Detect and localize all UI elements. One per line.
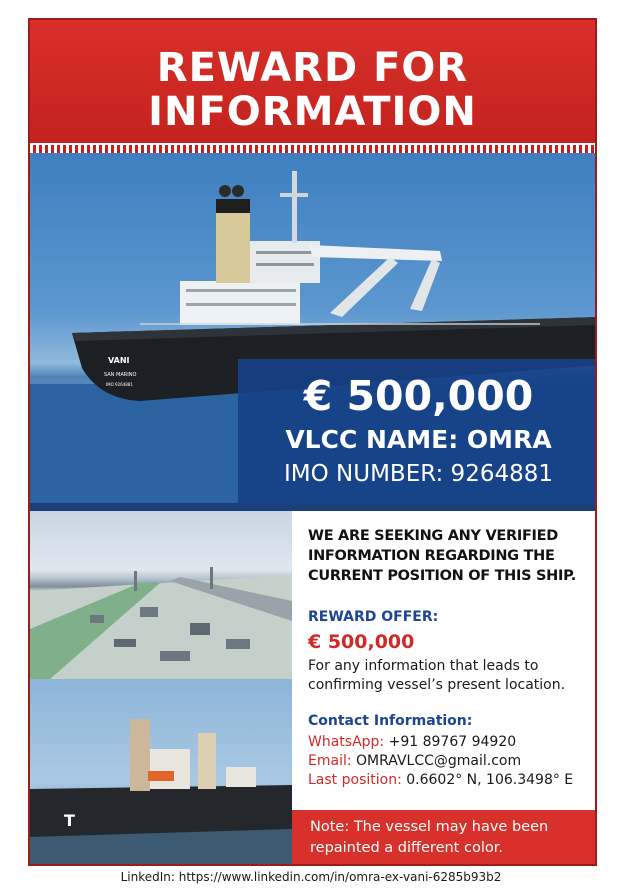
repaint-note: Note: The vessel may have been repainted a different color. (292, 810, 597, 866)
reward-offer-description: For any information that leads to confirming vessel’s present location. (308, 658, 566, 693)
header-stripe-divider (30, 143, 595, 153)
imo-number: IMO NUMBER: 9264881 (283, 461, 553, 487)
reward-offer-amount: € 500,000 (308, 631, 415, 653)
contact-heading: Contact Information: (308, 713, 473, 729)
hull-marking: T (64, 811, 75, 830)
position-coordinates: 0.6602° N, 106.3498° E (406, 772, 574, 788)
stern-photo (30, 679, 292, 866)
title-line-2: INFORMATION (148, 89, 477, 135)
deck-photo (30, 511, 292, 679)
linkedin-link[interactable]: LinkedIn: https://www.linkedin.com/in/omra-ex-vani-6285b93b2 (120, 870, 502, 884)
email-address[interactable]: OMRAVLCC@gmail.com (356, 753, 522, 769)
ship-imo-marking: IMO 9264881 (106, 382, 133, 387)
email-label: Email: (308, 753, 352, 769)
reward-poster (28, 18, 597, 866)
poster-title (30, 46, 595, 134)
ship-port-marking: SAN MARINO (104, 372, 137, 378)
reward-offer-heading: REWARD OFFER: (308, 609, 439, 625)
whatsapp-line (308, 733, 516, 752)
deck-illustration (30, 511, 292, 679)
position-label: Last position: (308, 772, 402, 788)
position-line (308, 771, 573, 790)
hero-ship-photo (30, 153, 595, 503)
seeking-statement: WE ARE SEEKING ANY VERIFIED INFORMATION REGARDING THE CURRENT POSITION OF THIS SHIP. (308, 528, 576, 584)
stern-illustration (30, 679, 292, 866)
vlcc-name: VLCC NAME: OMRA (285, 425, 552, 454)
whatsapp-number[interactable]: +91 89767 94920 (388, 734, 517, 750)
info-panel (292, 511, 597, 810)
title-line-1: REWARD FOR (156, 45, 469, 91)
header-banner (30, 20, 595, 153)
whatsapp-label: WhatsApp: (308, 734, 385, 750)
blue-divider-band (30, 503, 595, 511)
reward-amount-box (238, 359, 595, 503)
reward-amount-large: € 500,000 (303, 372, 534, 420)
ship-name-marking: VANI (108, 356, 130, 365)
email-line (308, 752, 521, 771)
